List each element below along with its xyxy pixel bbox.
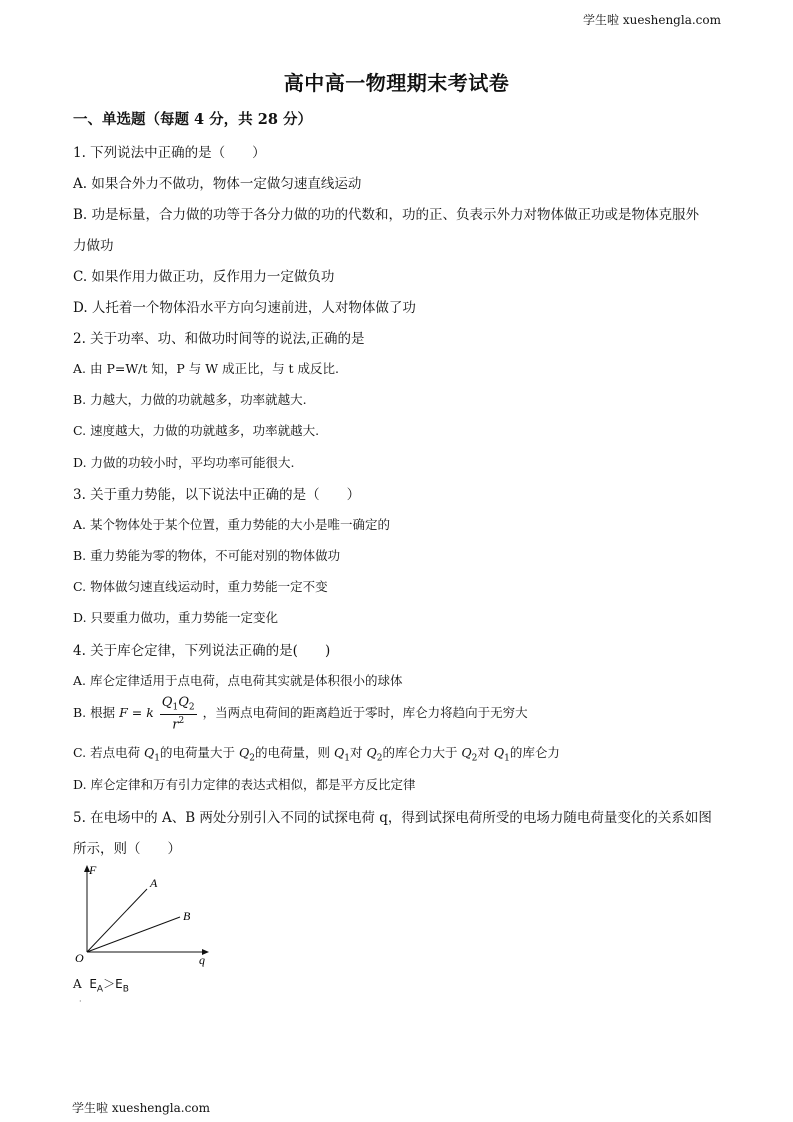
q1-stem: 1. 下列说法中正确的是（ ）: [73, 145, 266, 161]
q2-option-b: B. 力越大，力做的功就越多，功率就越大.: [73, 392, 307, 407]
q5-stem: 5. 在电场中的 A、B 两处分别引入不同的试探电荷 q，得到试探电荷所受的电场力随电荷量变化的关系如图: [73, 810, 712, 826]
q2-stem: 2. 关于功率、功、和做功时间等的说法,正确的是: [73, 331, 365, 347]
q3-option-b: B. 重力势能为零的物体，不可能对别的物体做功: [73, 548, 341, 563]
q3-option-c: C. 物体做匀速直线运动时，重力势能一定不变: [73, 579, 328, 594]
q3-option-d: D. 只要重力做功，重力势能一定变化: [73, 610, 279, 625]
page-title: 高中高一物理期末考试卷: [283, 71, 510, 95]
q1-option-d: D. 人托着一个物体沿水平方向匀速前进，人对物体做了功: [73, 300, 416, 316]
fraction-numerator: $Q_1Q_2$: [161, 695, 195, 713]
q3-stem: 3. 关于重力势能，以下说法中正确的是（ ）: [73, 487, 361, 503]
residual-mark: ·: [79, 997, 82, 1006]
formula-f: F: [119, 704, 128, 720]
fraction-denominator: $r^2$: [172, 715, 185, 732]
q1-option-b: B. 功是标量，合力做的功等于各分力做的功的代数和，功的正、负表示外力对物体做正功或是物体克服外: [73, 207, 700, 223]
q4-option-a: A. 库仑定律适用于点电荷，点电荷其实就是体积很小的球体: [73, 673, 403, 688]
q1-option-c: C. 如果作用力做正功，反作用力一定做负功: [73, 269, 335, 285]
q4-option-b: [73, 696, 528, 731]
line-b: [87, 917, 180, 952]
section-heading: 一、单选题（每题 4 分，共 28 分）: [73, 111, 312, 128]
line-a: [87, 889, 147, 952]
origin-label: O: [75, 951, 84, 965]
header-site: 学生啦 xueshengla.com: [583, 13, 721, 27]
formula-eq: =: [127, 704, 147, 720]
q5-option-a: A $E_A>E_B$: [73, 977, 129, 995]
q4-b-prefix: B. 根据: [73, 704, 116, 720]
q1-option-b-cont: 力做功: [73, 238, 114, 254]
q4-option-c: C. 若点电荷 $Q_1$的电荷量大于 $Q_2$的电荷量，则 $Q_1$对 $Q_2$的库仑力大于 $Q_2$对 $Q_1$的库仑力: [73, 745, 560, 764]
field-force-graph: [72, 862, 222, 967]
q3-option-a: A. 某个物体处于某个位置，重力势能的大小是唯一确定的: [73, 517, 390, 532]
q2-option-d: D. 力做的功较小时，平均功率可能很大.: [73, 455, 295, 470]
y-label: F: [89, 863, 97, 877]
line-a-label: A: [150, 876, 158, 890]
line-b-label: B: [183, 909, 191, 923]
q4-option-d: D. 库仑定律和万有引力定律的表达式相似，都是平方反比定律: [73, 777, 416, 792]
q1-option-a: A. 如果合外力不做功，物体一定做匀速直线运动: [73, 176, 362, 192]
x-label: q: [199, 953, 205, 967]
q2-option-a: A. 由 P=W/t 知，P 与 W 成正比，与 t 成反比.: [73, 361, 340, 376]
q4-b-text: ，当两点电荷间的距离趋近于零时，库仑力将趋向于无穷大: [202, 704, 528, 720]
q5-stem-cont: 所示，则（ ）: [73, 841, 181, 857]
formula-k: k: [146, 704, 154, 720]
coulomb-fraction: [160, 696, 197, 731]
footer-site: 学生啦 xueshengla.com: [72, 1101, 210, 1115]
q4-stem: 4. 关于库仑定律，下列说法正确的是( ): [73, 643, 331, 659]
q2-option-c: C. 速度越大，力做的功就越多，功率就越大.: [73, 423, 320, 438]
